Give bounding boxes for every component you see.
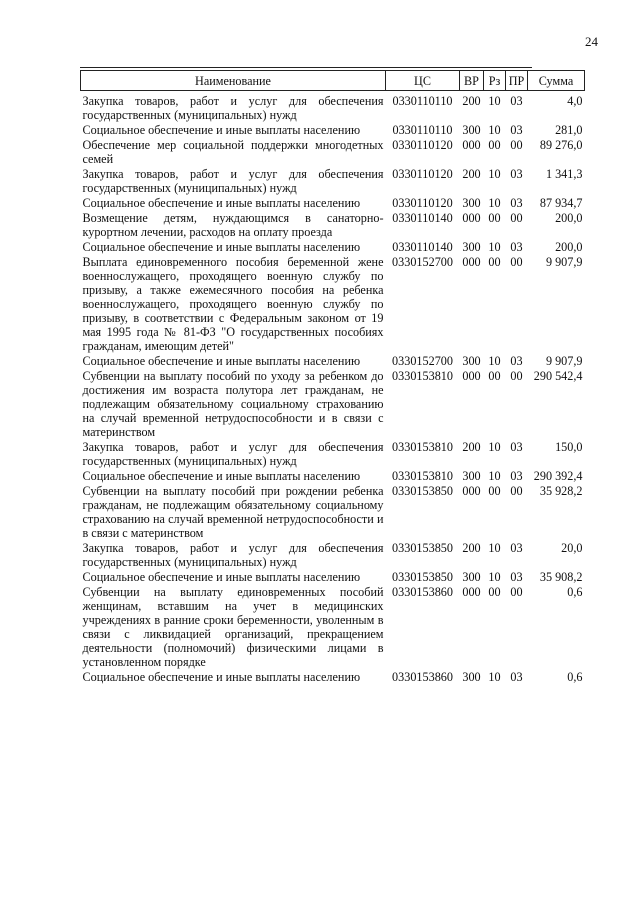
table-row xyxy=(81,240,585,255)
cell-rz: 00 xyxy=(488,255,501,269)
cell-rz: 10 xyxy=(488,469,501,483)
table-row xyxy=(81,484,585,541)
cell-pr: 03 xyxy=(510,541,523,555)
cell-vr: 000 xyxy=(462,484,481,498)
table-row xyxy=(81,585,585,670)
cell-cs: 0330153810 xyxy=(392,469,453,483)
cell-name: Социальное обеспечение и иные выплаты населению xyxy=(82,670,361,684)
cell-rz: 10 xyxy=(488,167,501,181)
budget-table xyxy=(80,70,585,685)
cell-rz: 00 xyxy=(488,369,501,383)
cell-vr: 300 xyxy=(462,240,481,254)
table-row xyxy=(81,196,585,211)
cell-vr: 000 xyxy=(462,255,481,269)
cell-name: Закупка товаров, работ и услуг для обеспечения государственных (муниципальных) нужд xyxy=(82,94,384,122)
cell-vr: 200 xyxy=(462,541,481,555)
cell-sum: 9 907,9 xyxy=(545,354,583,368)
cell-cs: 0330153850 xyxy=(392,570,453,584)
cell-cs: 0330110120 xyxy=(392,138,453,152)
cell-rz: 10 xyxy=(488,440,501,454)
cell-pr: 03 xyxy=(510,196,523,210)
cell-vr: 300 xyxy=(462,354,481,368)
cell-cs: 0330152700 xyxy=(392,354,453,368)
cell-pr: 00 xyxy=(510,138,523,152)
cell-sum: 290 392,4 xyxy=(533,469,583,483)
cell-name: Возмещение детям, нуждающимся в санаторно-курортном лечении, расходов на оплату проезда xyxy=(82,211,384,239)
cell-pr: 03 xyxy=(510,94,523,108)
cell-rz: 10 xyxy=(488,354,501,368)
cell-rz: 10 xyxy=(488,570,501,584)
cell-pr: 03 xyxy=(510,440,523,454)
cell-cs: 0330153860 xyxy=(392,585,453,599)
table-row xyxy=(81,354,585,369)
cell-sum: 20,0 xyxy=(561,541,583,555)
cell-rz: 10 xyxy=(488,196,501,210)
cell-name: Выплата единовременного пособия беременной жене военнослужащего, проходящего военную службу по призыву, а также ежемесячного пособия на ребенка военнослужащего, проходящего военную службу по призыву, в соответствии с Федеральным законом от 19 мая 1995 года № 81-ФЗ "О государственных пособиях гражданам, имеющим детей" xyxy=(82,255,384,353)
cell-name: Закупка товаров, работ и услуг для обеспечения государственных (муниципальных) нужд xyxy=(82,167,384,195)
cell-vr: 000 xyxy=(462,369,481,383)
cell-sum: 200,0 xyxy=(555,240,583,254)
table-row xyxy=(81,369,585,440)
table-row xyxy=(81,440,585,469)
header-sum: Сумма xyxy=(528,71,585,91)
top-rule xyxy=(80,67,532,68)
cell-name: Социальное обеспечение и иные выплаты населению xyxy=(82,240,361,254)
cell-rz: 10 xyxy=(488,123,501,137)
cell-name: Социальное обеспечение и иные выплаты населению xyxy=(82,570,361,584)
cell-cs: 0330110140 xyxy=(392,211,453,225)
cell-cs: 0330110110 xyxy=(392,123,453,137)
cell-rz: 10 xyxy=(488,670,501,684)
cell-name: Социальное обеспечение и иные выплаты населению xyxy=(82,123,361,137)
cell-pr: 03 xyxy=(510,670,523,684)
cell-rz: 10 xyxy=(488,541,501,555)
cell-pr: 00 xyxy=(510,211,523,225)
cell-cs: 0330153850 xyxy=(392,541,453,555)
cell-rz: 10 xyxy=(488,94,501,108)
page-number: 24 xyxy=(585,34,598,49)
cell-name: Субвенции на выплату пособий при рождении ребенка гражданам, не подлежащим обязательному социальному страхованию на случай временной нетрудоспособности и в связи с материнством xyxy=(82,484,384,540)
cell-vr: 000 xyxy=(462,138,481,152)
table-row xyxy=(81,167,585,196)
cell-sum: 4,0 xyxy=(567,94,583,108)
cell-vr: 300 xyxy=(462,670,481,684)
cell-sum: 89 276,0 xyxy=(539,138,583,152)
cell-sum: 0,6 xyxy=(567,585,583,599)
cell-rz: 00 xyxy=(488,138,501,152)
cell-name: Социальное обеспечение и иные выплаты населению xyxy=(82,469,361,483)
table-row xyxy=(81,541,585,570)
cell-cs: 0330153850 xyxy=(392,484,453,498)
cell-vr: 200 xyxy=(462,167,481,181)
table-row xyxy=(81,94,585,123)
cell-sum: 281,0 xyxy=(555,123,583,137)
cell-name: Социальное обеспечение и иные выплаты населению xyxy=(82,196,361,210)
cell-sum: 87 934,7 xyxy=(539,196,583,210)
table-row xyxy=(81,123,585,138)
cell-pr: 03 xyxy=(510,123,523,137)
table-row xyxy=(81,211,585,240)
header-pr: ПР xyxy=(506,71,528,91)
cell-pr: 00 xyxy=(510,484,523,498)
cell-cs: 0330110120 xyxy=(392,167,453,181)
header-rz: Рз xyxy=(484,71,506,91)
cell-cs: 0330110110 xyxy=(392,94,453,108)
cell-cs: 0330152700 xyxy=(392,255,453,269)
cell-vr: 300 xyxy=(462,196,481,210)
table-header-row xyxy=(81,71,585,91)
cell-pr: 00 xyxy=(510,255,523,269)
cell-rz: 00 xyxy=(488,211,501,225)
cell-rz: 00 xyxy=(488,585,501,599)
cell-sum: 0,6 xyxy=(567,670,583,684)
table-row xyxy=(81,138,585,167)
cell-vr: 300 xyxy=(462,469,481,483)
cell-vr: 300 xyxy=(462,123,481,137)
header-cs: ЦС xyxy=(386,71,460,91)
cell-sum: 290 542,4 xyxy=(533,369,583,383)
cell-cs: 0330153810 xyxy=(392,369,453,383)
cell-name: Социальное обеспечение и иные выплаты населению xyxy=(82,354,361,368)
cell-sum: 35 928,2 xyxy=(539,484,583,498)
cell-pr: 03 xyxy=(510,167,523,181)
cell-cs: 0330110140 xyxy=(392,240,453,254)
table-row xyxy=(81,255,585,354)
cell-pr: 03 xyxy=(510,354,523,368)
cell-pr: 03 xyxy=(510,469,523,483)
header-name: Наименование xyxy=(81,71,386,91)
cell-sum: 9 907,9 xyxy=(545,255,583,269)
cell-cs: 0330153810 xyxy=(392,440,453,454)
cell-sum: 1 341,3 xyxy=(545,167,583,181)
cell-vr: 000 xyxy=(462,585,481,599)
table-row xyxy=(81,670,585,685)
cell-name: Обеспечение мер социальной поддержки многодетных семей xyxy=(82,138,384,166)
cell-name: Субвенции на выплату пособий по уходу за ребенком до достижения им возраста полутора лет гражданам, не подлежащим обязательному социальному страхованию на случай временной нетрудоспособности и в связи с материнством xyxy=(82,369,384,439)
cell-sum: 150,0 xyxy=(555,440,583,454)
cell-vr: 200 xyxy=(462,440,481,454)
cell-cs: 0330153860 xyxy=(392,670,453,684)
cell-pr: 03 xyxy=(510,240,523,254)
cell-vr: 300 xyxy=(462,570,481,584)
cell-name: Субвенции на выплату единовременных пособий женщинам, вставшим на учет в медицинских учреждениях в ранние сроки беременности, уволенным в связи с ликвидацией организаций, прекращением деятельности (полномочий) физическими лицами в установленном порядке xyxy=(82,585,384,669)
cell-vr: 200 xyxy=(462,94,481,108)
cell-rz: 00 xyxy=(488,484,501,498)
cell-rz: 10 xyxy=(488,240,501,254)
cell-sum: 200,0 xyxy=(555,211,583,225)
cell-pr: 00 xyxy=(510,585,523,599)
header-vr: ВР xyxy=(460,71,484,91)
table-row xyxy=(81,469,585,484)
cell-name: Закупка товаров, работ и услуг для обеспечения государственных (муниципальных) нужд xyxy=(82,440,384,468)
cell-vr: 000 xyxy=(462,211,481,225)
cell-cs: 0330110120 xyxy=(392,196,453,210)
table-row xyxy=(81,570,585,585)
cell-pr: 00 xyxy=(510,369,523,383)
cell-sum: 35 908,2 xyxy=(539,570,583,584)
cell-name: Закупка товаров, работ и услуг для обеспечения государственных (муниципальных) нужд xyxy=(82,541,384,569)
cell-pr: 03 xyxy=(510,570,523,584)
table-body xyxy=(81,91,585,686)
